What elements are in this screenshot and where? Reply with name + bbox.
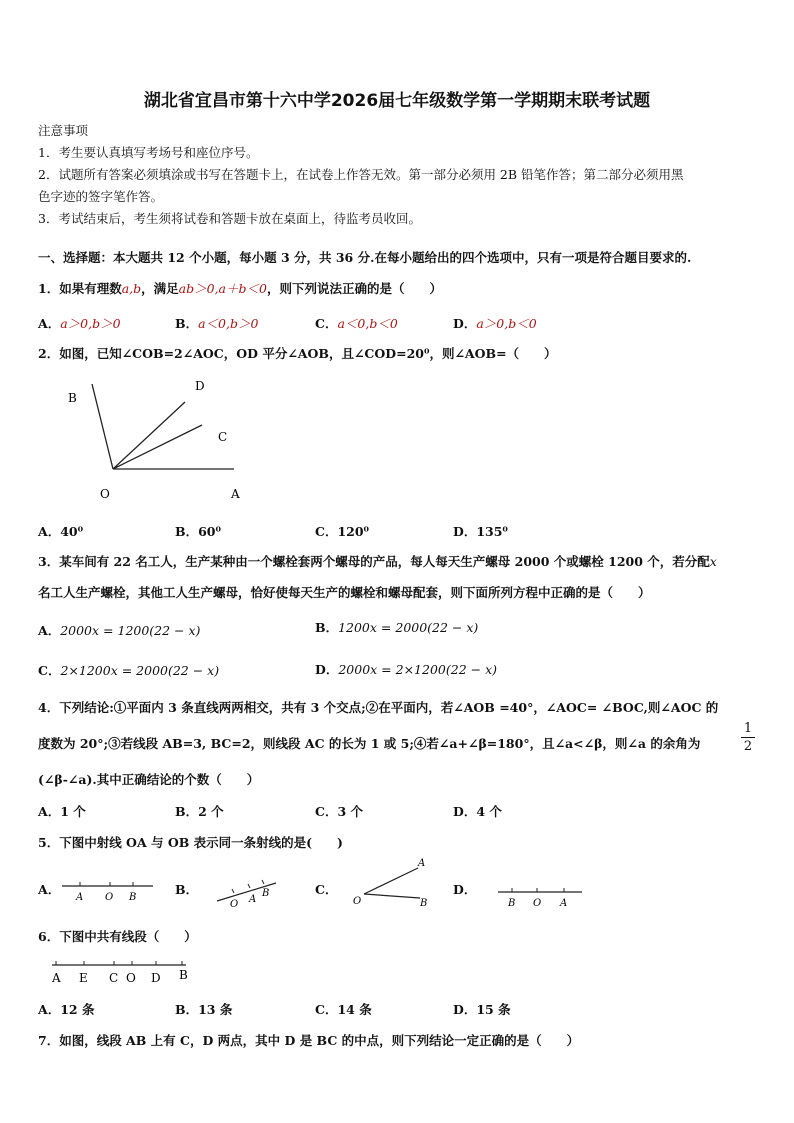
section-heading: 一、选择题：本大题共 12 个小题，每小题 3 分，共 36 分.在每小题给出的四个选项中，只有一项是符合题目要求的. (38, 250, 692, 265)
q2-option-a[interactable]: A．40⁰ (38, 524, 84, 539)
question-4-line-1: 4．下列结论:①平面内 3 条直线两两相交，共有 3 个交点;②在平面内，若∠AOB =40°，∠AOC= ∠BOC,则∠AOC 的 (38, 700, 719, 715)
fraction-denominator: 2 (743, 739, 753, 754)
point-a: A (249, 894, 257, 905)
q4-fraction (741, 721, 755, 754)
question-4-line-3: (∠β-∠a).其中正确结论的个数（ ） (38, 772, 260, 787)
question-4-line-2: 度数为 20°;③若线段 AB=3, BC=2，则线段 AC 的长为 1 或 5;④若∠a+∠β=180°，且∠a<∠β，则∠a 的余角为 (38, 736, 701, 751)
point-b: B (262, 888, 270, 899)
q1-option-c[interactable]: C．a＜0,b＜0 (315, 316, 398, 331)
point-b: B (420, 898, 428, 909)
notice-heading: 注意事项 (38, 123, 89, 138)
label-c: C (218, 430, 228, 444)
notice-item-2: 2．试题所有答案必须填涂或书写在答题卡上，在试卷上作答无效。第一部分必须用 2B 铅笔作答；第二部分必须用黑 (38, 167, 684, 182)
label-o: O (100, 487, 110, 501)
q6-option-d[interactable]: D．15 条 (453, 1002, 511, 1017)
q5-option-b[interactable]: B． (175, 882, 199, 897)
notice-item-1: 1．考生要认真填写考场号和座位序号。 (38, 145, 259, 160)
q6-option-a[interactable]: A．12 条 (38, 1002, 95, 1017)
q2-option-b[interactable]: B．60⁰ (175, 524, 221, 539)
ray-ob (92, 384, 113, 469)
q1-text-a: 1．如果有理数 (38, 281, 122, 296)
q5-figure-d (494, 882, 586, 912)
notice-item-3: 3．考试结束后，考生须将试卷和答题卡放在桌面上，待监考员收回。 (38, 211, 421, 226)
q3-option-d[interactable]: D．2000x = 2×1200(22 − x) (315, 662, 497, 677)
question-5-stem: 5．下图中射线 OA 与 OB 表示同一条射线的是( ) (38, 835, 343, 850)
q6-option-c[interactable]: C．14 条 (315, 1002, 372, 1017)
point-c: C (109, 971, 119, 985)
question-6-stem: 6．下图中共有线段（ ） (38, 929, 197, 944)
q1-option-b[interactable]: B．a＜0,b＞0 (175, 316, 259, 331)
q5-figure-a (58, 876, 158, 906)
point-a: A (418, 858, 426, 869)
point-b: B (129, 892, 137, 903)
fraction-numerator: 1 (743, 721, 753, 736)
point-o: O (230, 899, 239, 910)
q5-figure-c (350, 856, 435, 910)
point-o: O (353, 896, 362, 907)
q3-option-b[interactable]: B．1200x = 2000(22 − x) (315, 620, 479, 635)
point-d: D (151, 971, 161, 985)
point-e: E (79, 971, 88, 985)
question-7-stem: 7．如图，线段 AB 上有 C，D 两点，其中 D 是 BC 的中点，则下列结论一定正确的是（ ） (38, 1033, 580, 1048)
fraction-bar (741, 737, 755, 738)
q3-option-c[interactable]: C．2×1200x = 2000(22 − x) (38, 663, 220, 678)
ray-od (113, 402, 185, 469)
question-3-line-1: 3．某车间有 22 名工人，生产某种由一个螺栓套两个螺母的产品，每人每天生产螺母 2000 个或螺栓 1200 个，若分配x (38, 554, 717, 569)
q6-option-b[interactable]: B．13 条 (175, 1002, 233, 1017)
q1-option-a[interactable]: A．a＞0,b＞0 (38, 316, 121, 331)
q5-figure-b (212, 874, 284, 910)
point-b: B (179, 968, 188, 982)
point-o: O (105, 892, 114, 903)
q2-option-d[interactable]: D．135⁰ (453, 524, 508, 539)
q4-option-a[interactable]: A．1 个 (38, 804, 86, 819)
q2-angle-figure (60, 372, 260, 507)
q1-text-c: ，则下列说法正确的是（ ） (266, 281, 442, 296)
question-2-stem: 2．如图，已知∠COB=2∠AOC，OD 平分∠AOB，且∠COD=20⁰，则∠AOB=（ ） (38, 346, 557, 361)
page-title: 湖北省宜昌市第十六中学2026届七年级数学第一学期期末联考试题 (143, 91, 651, 111)
label-b: B (68, 391, 77, 405)
q1-condition: ab＞0,a＋b＜0 (178, 281, 267, 296)
point-b: B (508, 898, 516, 909)
q5-option-a[interactable]: A． (38, 882, 61, 897)
q5-option-d[interactable]: D． (453, 882, 477, 897)
point-a: A (52, 971, 61, 985)
q5-option-c[interactable]: C． (315, 882, 338, 897)
point-o: O (126, 971, 136, 985)
point-o: O (533, 898, 542, 909)
ray-oc (113, 425, 202, 469)
question-3-line-2: 名工人生产螺栓，其他工人生产螺母，恰好使每天生产的螺栓和螺母配套，则下面所列方程中正确的是（ ） (38, 585, 651, 600)
q6-segment-figure (46, 954, 196, 988)
q3-option-a[interactable]: A．2000x = 1200(22 − x) (38, 623, 201, 638)
q2-option-c[interactable]: C．120⁰ (315, 524, 370, 539)
point-a: A (560, 898, 568, 909)
label-d: D (195, 379, 205, 393)
q4-option-c[interactable]: C．3 个 (315, 804, 364, 819)
question-1-stem (38, 279, 442, 297)
q1-vars: a,b (121, 281, 142, 296)
q4-option-b[interactable]: B．2 个 (175, 804, 224, 819)
q4-option-d[interactable]: D．4 个 (453, 804, 502, 819)
point-a: A (76, 892, 84, 903)
label-a: A (231, 487, 240, 501)
q1-text-b: ，满足 (141, 281, 179, 296)
notice-item-2-cont: 色字迹的签字笔作答。 (38, 189, 164, 204)
q1-option-d[interactable]: D．a＞0,b＜0 (453, 316, 537, 331)
